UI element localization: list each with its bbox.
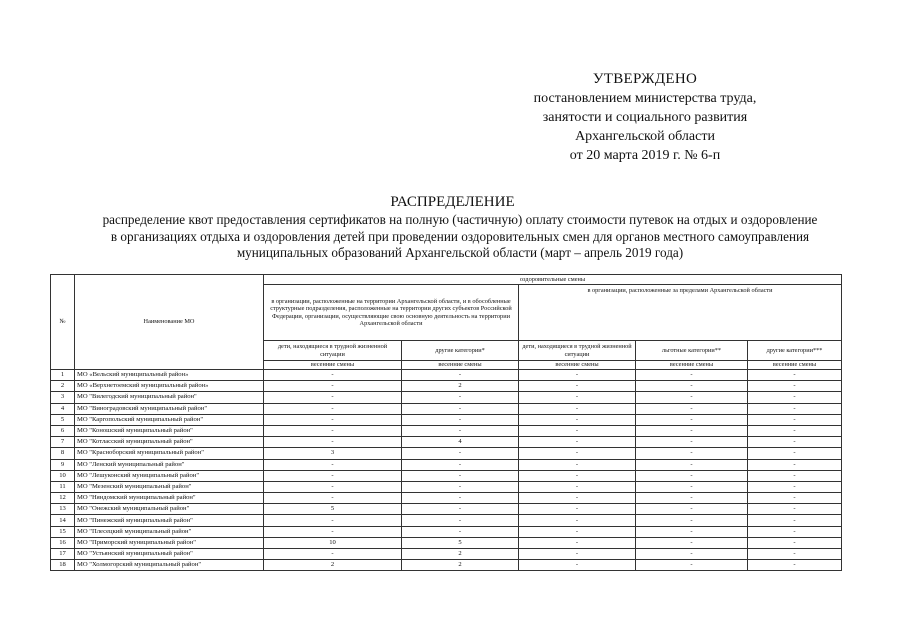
quota-cell: - [748,448,842,459]
quota-cell: - [264,370,402,381]
header-spring-shifts: весенние смены [402,361,519,370]
mo-name-cell: МО "Приморский муниципальный район" [75,537,264,548]
quota-cell: - [264,437,402,448]
header-group-out-region: в организации, расположенные за пределами Архангельской области [519,285,842,341]
header-group-in-region: в организации, расположенные на территории Архангельской области, и в обособленные структурные подразделения, расположенные на территории других субъектов Российской Федерации, организации, осуществляющие свою основную деятельность на территории Архангельской области [264,285,519,341]
quota-cell: - [519,515,636,526]
mo-name-cell: МО «Вельский муниципальный район» [75,370,264,381]
quota-cell: 2 [402,560,519,571]
quota-cell: - [748,403,842,414]
quota-cell: 2 [402,381,519,392]
mo-name-cell: МО "Котласский муниципальный район" [75,437,264,448]
mo-name-cell: МО "Устьянский муниципальный район" [75,549,264,560]
table-row [51,459,842,470]
quota-cell: 5 [402,537,519,548]
quota-cell: 2 [402,549,519,560]
document-title: РАСПРЕДЕЛЕНИЕ [390,194,515,210]
quota-cell: - [519,437,636,448]
approval-heading: УТВЕРЖДЕНО [592,71,698,87]
header-spring-shifts: весенние смены [636,361,748,370]
mo-name-cell: МО "Мезенский муниципальный район" [75,481,264,492]
quota-cell: - [748,459,842,470]
row-number: 4 [51,403,75,414]
row-number: 1 [51,370,75,381]
mo-name-cell: МО "Каргопольский муниципальный район" [75,414,264,425]
quota-cell: - [402,470,519,481]
quota-cell: - [636,493,748,504]
quota-cell: - [519,537,636,548]
quota-cell: - [264,459,402,470]
row-number: 8 [51,448,75,459]
row-number: 9 [51,459,75,470]
quota-cell: - [264,425,402,436]
row-number: 17 [51,549,75,560]
table-row [51,403,842,414]
quota-cell: - [636,526,748,537]
quota-cell: - [636,560,748,571]
quota-cell: - [636,537,748,548]
quota-cell: - [264,549,402,560]
quota-cell: - [264,470,402,481]
quota-cell: 2 [264,560,402,571]
subtitle-line: в организациях отдыха и оздоровления детей при проведении оздоровительных смен для органов местного самоуправления [110,228,810,244]
table-row [51,549,842,560]
header-spring-shifts: весенние смены [519,361,636,370]
quota-cell: - [402,481,519,492]
row-number: 2 [51,381,75,392]
quota-cell: - [519,549,636,560]
quota-cell: - [748,526,842,537]
quota-cell: - [519,481,636,492]
table-row [51,493,842,504]
row-number: 18 [51,560,75,571]
mo-name-cell: МО "Онежский муниципальный район" [75,504,264,515]
header-cat-other-2: другие категории*** [748,341,842,361]
table-row [51,537,842,548]
table-row [51,481,842,492]
quota-cell: - [402,493,519,504]
quota-cell: - [519,459,636,470]
row-number: 15 [51,526,75,537]
quota-cell: - [748,470,842,481]
quota-cell: - [636,504,748,515]
quota-cell: - [636,392,748,403]
approval-line: Архангельской области [575,129,715,144]
quota-cell: - [402,425,519,436]
header-shifts: оздоровительные смены [264,275,842,285]
mo-name-cell: МО "Холмогорский муниципальный район" [75,560,264,571]
quota-cell: - [264,414,402,425]
mo-name-cell: МО "Коношский муниципальный район" [75,425,264,436]
header-number: № [51,275,75,370]
quota-cell: - [519,403,636,414]
quota-cell: - [748,515,842,526]
quota-cell: - [402,526,519,537]
row-number: 13 [51,504,75,515]
quota-cell: - [264,493,402,504]
quota-cell: - [748,392,842,403]
quota-cell: - [636,549,748,560]
quota-cell: - [636,459,748,470]
quota-cell: - [748,537,842,548]
quota-cell: 3 [264,448,402,459]
row-number: 11 [51,481,75,492]
quota-cell: - [402,448,519,459]
table-row [51,515,842,526]
table-row [51,414,842,425]
approval-block [480,70,810,165]
quota-cell: - [636,481,748,492]
table-row [51,448,842,459]
table-row [51,370,842,381]
mo-name-cell: МО "Вилегодский муниципальный район" [75,392,264,403]
row-number: 10 [51,470,75,481]
mo-name-cell: МО "Плесецкий муниципальный район" [75,526,264,537]
quota-cell: - [519,392,636,403]
row-number: 16 [51,537,75,548]
mo-name-cell: МО "Виноградовский муниципальный район" [75,403,264,414]
quota-cell: - [636,381,748,392]
quota-cell: - [519,504,636,515]
header-cat-children-2: дети, находящиеся в трудной жизненной ситуации [519,341,636,361]
quota-cell: - [636,370,748,381]
quota-cell: - [748,481,842,492]
subtitle-line: муниципальных образований Архангельской области (март – апрель 2019 года) [236,245,684,260]
header-cat-privileged: льготные категории** [636,341,748,361]
mo-name-cell: МО "Ленский муниципальный район" [75,459,264,470]
approval-line: постановлением министерства труда, [533,91,757,106]
quota-cell: - [636,448,748,459]
quota-cell: 4 [402,437,519,448]
quota-cell: - [519,425,636,436]
quota-cell: - [402,459,519,470]
quota-cell: - [402,515,519,526]
row-number: 6 [51,425,75,436]
header-mo-name: Наименование МО [75,275,264,370]
quota-cell: - [519,493,636,504]
quota-cell: - [519,470,636,481]
approval-line: от 20 марта 2019 г. № 6-п [569,148,721,163]
quota-cell: - [264,526,402,537]
quota-cell: - [748,549,842,560]
quota-cell: 10 [264,537,402,548]
quota-cell: - [519,448,636,459]
header-cat-children: дети, находящиеся в трудной жизненной ситуации [264,341,402,361]
table-row [51,560,842,571]
header-spring-shifts: весенние смены [264,361,402,370]
table-row [51,425,842,436]
quota-cell: - [264,392,402,403]
quota-cell: - [748,425,842,436]
quota-cell: - [402,403,519,414]
row-number: 12 [51,493,75,504]
quota-cell: - [636,470,748,481]
row-number: 7 [51,437,75,448]
quota-cell: - [748,437,842,448]
table-row [51,526,842,537]
row-number: 5 [51,414,75,425]
quota-cell: - [519,370,636,381]
quota-cell: - [636,425,748,436]
table-header [51,275,842,370]
document-subtitle [40,212,880,262]
quota-cell: - [519,560,636,571]
quota-cell: - [264,481,402,492]
subtitle-line: распределение квот предоставления сертификатов на полную (частичную) оплату стоимости путевок на отдых и оздоровление [102,212,818,227]
table-row [51,470,842,481]
row-number: 3 [51,392,75,403]
quota-cell: - [402,370,519,381]
quota-cell: - [402,392,519,403]
mo-name-cell: МО "Красноборский муниципальный район" [75,448,264,459]
table-row [51,504,842,515]
header-spring-shifts: весенние смены [748,361,842,370]
mo-name-cell: МО "Няндомский муниципальный район" [75,493,264,504]
mo-name-cell: МО "Лешуконский муниципальный район" [75,470,264,481]
quota-cell: - [636,403,748,414]
quota-cell: 5 [264,504,402,515]
quota-cell: - [748,370,842,381]
quota-cell: - [264,515,402,526]
table-row [51,392,842,403]
quota-cell: - [748,504,842,515]
quota-cell: - [519,414,636,425]
quota-cell: - [519,526,636,537]
quota-cell: - [264,381,402,392]
quota-cell: - [264,403,402,414]
approval-line: занятости и социального развития [542,110,748,125]
quota-distribution-table [50,274,842,571]
quota-cell: - [636,437,748,448]
quota-cell: - [748,381,842,392]
mo-name-cell: МО "Пинежский муниципальный район" [75,515,264,526]
quota-cell: - [402,504,519,515]
quota-cell: - [636,515,748,526]
header-cat-other: другие категории* [402,341,519,361]
row-number: 14 [51,515,75,526]
table-row [51,381,842,392]
quota-cell: - [748,493,842,504]
quota-cell: - [636,414,748,425]
mo-name-cell: МО «Верхнетоемский муниципальный район» [75,381,264,392]
table-row [51,437,842,448]
quota-cell: - [519,381,636,392]
quota-cell: - [402,414,519,425]
quota-cell: - [748,414,842,425]
table-body [51,370,842,571]
quota-cell: - [748,560,842,571]
